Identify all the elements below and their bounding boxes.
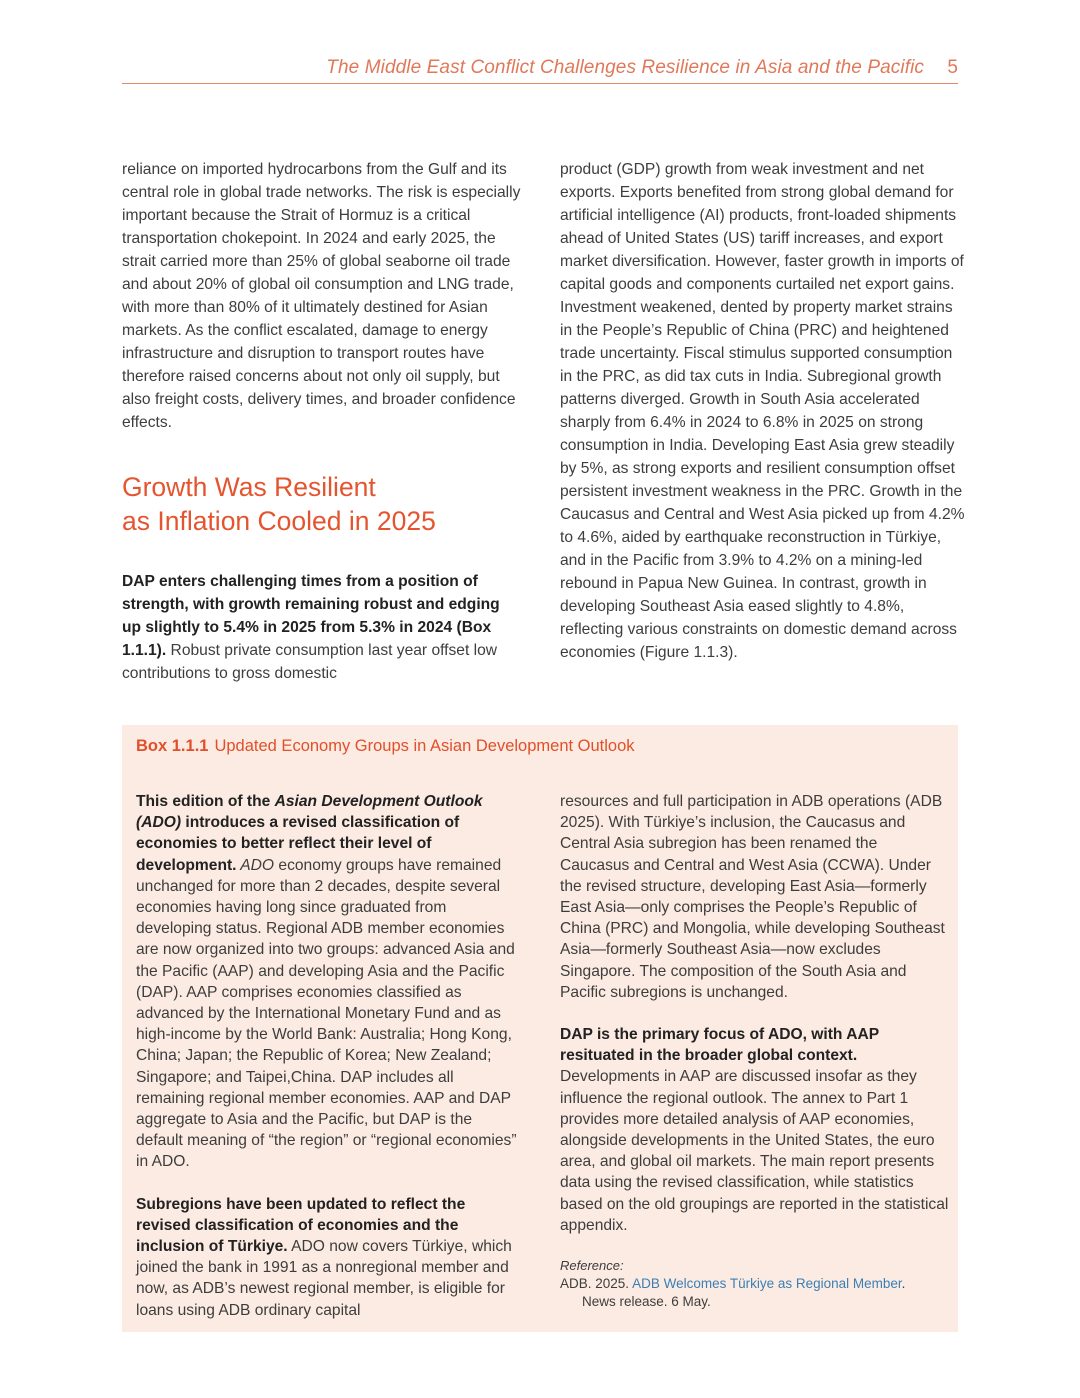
box-left-column [136, 791, 521, 1342]
box-title [136, 737, 635, 756]
box-title-text: Updated Economy Groups in Asian Development Outlook [214, 737, 635, 755]
box-number: Box 1.1.1 [136, 737, 209, 755]
box-p1-bold-end: introduces a revised classification of economies to better reflect their level of development. [136, 814, 460, 874]
box-paragraph-4 [560, 1024, 950, 1236]
box-p4-bold: DAP is the primary focus of ADO, with AAP resituated in the broader global context. [560, 1026, 879, 1065]
running-header [122, 55, 958, 84]
page-number: 5 [947, 57, 958, 78]
right-column [560, 158, 965, 664]
box-p1-italic: ADO [236, 856, 275, 874]
section-heading [122, 470, 522, 538]
lead-paragraph [122, 570, 522, 685]
box-p1-bold-italic: Asian Development Outlook (ADO) [136, 793, 483, 832]
reference-link[interactable]: ADB Welcomes Türkiye as Regional Member [632, 1276, 902, 1292]
left-column-intro [122, 158, 522, 434]
lead-paragraph-rest: Robust private consumption last year offset low contributions to gross domestic [122, 642, 498, 682]
right-column-paragraph: product (GDP) growth from weak investment and net exports. Exports benefited from strong global demand for artificial intelligence (AI) products, front-loaded shipments ahead of United States (US) tariff increases, and export market diversification. However, faster growth in imports of capital goods and components curtailed net export gains. Investment weakened, dented by property market strains in the People’s Republic of China (PRC) and heightened trade uncertainty. Fiscal stimulus supported consumption in the PRC, as did tax cuts in India. Subregional growth patterns diverged. Growth in South Asia accelerated sharply from 6.4% in 2024 to 6.8% in 2025 on strong consumption in India. Developing East Asia grew steadily by 5%, as strong exports and resilient consumption offset persistent investment weakness in the PRC. Growth in the Caucasus and Central and West Asia picked up from 4.2% to 4.6%, aided by earthquake reconstruction in Türkiye, and in the Pacific from 3.9% to 4.2% on a mining-led rebound in Papua New Guinea. In contrast, growth in developing Southeast Asia eased slightly to 4.8%, reflecting various constraints on domestic demand across economies (Figure 1.1.3). [560, 161, 965, 661]
box-p2-bold: Subregions have been updated to reflect the revised classification of economies and the inclusion of Türkiye. [136, 1195, 466, 1256]
reference-entry [560, 1275, 950, 1311]
intro-paragraph: reliance on imported hydrocarbons from the Gulf and its central role in global trade networks. The risk is especially important because the Strait of Hormuz is a critical transportation chokepoint. In 2024 and early 2025, the strait carried more than 25% of global seaborne oil trade and about 20% of global oil consumption and LNG trade, with more than 80% of it ultimately destined for Asian markets. As the conflict escalated, damage to energy infrastructure and disruption to transport routes have therefore raised concerns about not only oil supply, but also freight costs, delivery times, and broader confidence effects. [122, 161, 521, 431]
box-paragraph-3: resources and full participation in ADB operations (ADB 2025). With Türkiye’s inclusion, the Caucasus and Central Asia subregion has been renamed the Caucasus and Central and West Asia (CCWA). Under the revised structure, developing East Asia—formerly East Asia—only comprises the People’s Republic of China (PRC) and Mongolia, while developing Southeast Asia—formerly Southeast Asia—now excludes Singapore. The composition of the South Asia and Pacific subregions is unchanged. [560, 793, 945, 1001]
lead-paragraph-bold: DAP enters challenging times from a position of strength, with growth remaining robust and edging up slightly to 5.4% in 2025 from 5.3% in 2024 (Box 1.1.1). [122, 573, 500, 659]
box-p2-rest: ADO now covers Türkiye, which joined the bank in 1991 as a nonregional member and now, as ADB’s newest regional member, is eligible for loans using ADB ordinary capital [136, 1238, 512, 1319]
box-p1-bold: This edition of the [136, 793, 275, 810]
box-p1-rest: economy groups have remained unchanged for more than 2 decades, despite several economies having long since graduated from developing status. Regional ADB member economies are now organized into two groups: advanced Asia and the Pacific (AAP) and developing Asia and the Pacific (DAP). AAP comprises economies classified as advanced by the International Monetary Fund and as high-income by the World Bank: Australia; Hong Kong, China; Japan; the Republic of Korea; New Zealand; Singapore; and Taipei,China. DAP includes all remaining regional member economies. AAP and DAP aggregate to Asia and the Pacific, but DAP is the default meaning of “the region” or “regional economies” in ADO. [136, 856, 517, 1171]
box-paragraph-1 [136, 791, 521, 1173]
box-1-1-1 [122, 725, 958, 1332]
section-heading-line1: Growth Was Resilient [122, 472, 376, 502]
running-header-title: The Middle East Conflict Challenges Resilience in Asia and the Pacific [326, 57, 924, 78]
section-heading-line2: as Inflation Cooled in 2025 [122, 506, 436, 536]
box-p4-rest: Developments in AAP are discussed insofar as they influence the regional outlook. The annex to Part 1 provides more detailed analysis of AAP economies, alongside developments in the United States, the euro area, and global oil markets. The main report presents data using the revised classification, while statistics based on the old groupings are reported in the statistical appendix. [560, 1068, 949, 1234]
reference-label: Reference: [560, 1258, 624, 1274]
box-right-column [560, 791, 950, 1311]
box-paragraph-2 [136, 1194, 521, 1321]
reference-suffix: News release. 6 May. [582, 1294, 711, 1310]
reference-prefix: ADB. 2025. [560, 1276, 633, 1292]
reference-link-suffix: . [901, 1276, 906, 1292]
